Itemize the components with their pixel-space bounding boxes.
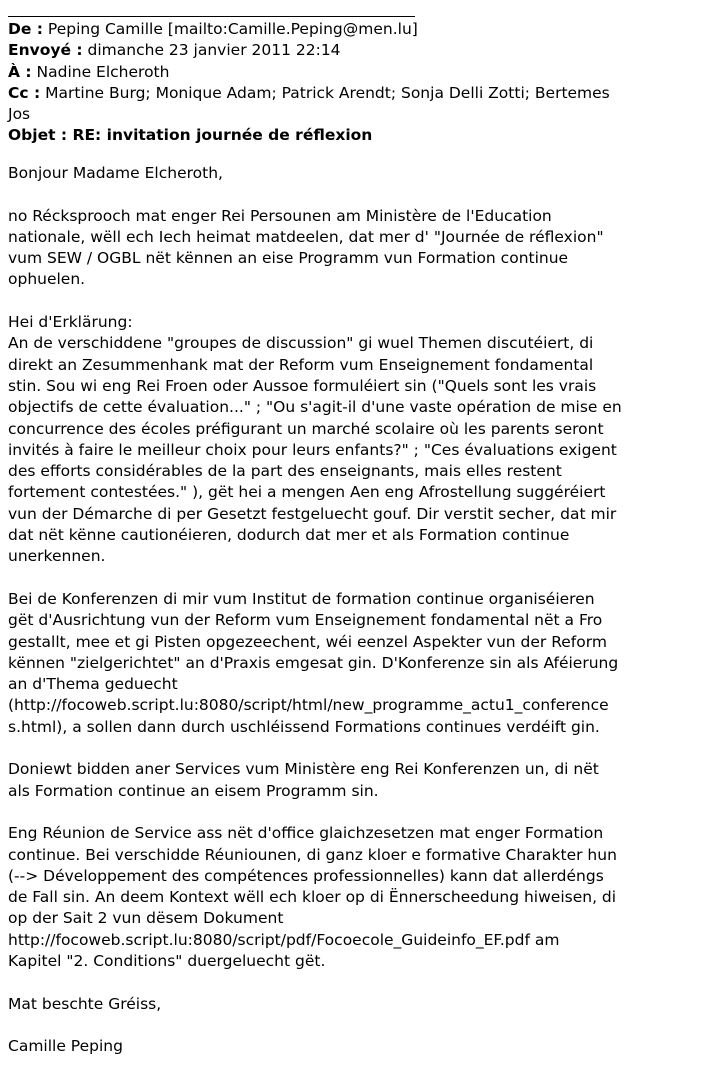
- email-header: [8, 19, 708, 147]
- paragraph-line: continue. Bei verschidde Réuniounen, di ganz kloer e formative Charakter hun: [8, 845, 617, 864]
- paragraph-line: s.html), a sollen dann durch uschléissend Formations continues verdéift gin.: [8, 717, 600, 736]
- header-to-value: Nadine Elcheroth: [36, 62, 170, 81]
- paragraph-line: op der Sait 2 vun dësem Dokument: [8, 909, 284, 928]
- closing-line: Mat beschte Gréiss,: [8, 994, 162, 1013]
- email-body: [8, 163, 698, 1079]
- paragraph-5: [8, 823, 698, 972]
- header-cc-value-line1: Martine Burg; Monique Adam; Patrick Arendt; Sonja Delli Zotti; Bertemes: [45, 83, 610, 102]
- header-sent: [8, 40, 708, 61]
- header-cc: [8, 83, 708, 104]
- paragraph-line: dat nët kënne cautionéieren, dodurch dat mer et als Formation continue: [8, 526, 570, 545]
- greeting: [8, 163, 698, 184]
- signature-name: Camille Peping: [8, 1037, 123, 1056]
- paragraph-line: gestallt, mee et gi Pisten opgezeechent, wéi eenzel Aspekter vun der Reform: [8, 632, 607, 651]
- paragraph-line: stin. Sou wi eng Rei Froen oder Aussoe formuléiert sin ("Quels sont les vrais: [8, 376, 597, 395]
- paragraph-line: An de verschiddene "groupes de discussion" gi wuel Themen discutéiert, di: [8, 334, 594, 353]
- paragraph-line: vum SEW / OGBL nët kënnen an eise Programm vun Formation continue: [8, 249, 569, 268]
- paragraph-line: concurrence des écoles préfigurant un marché scolaire où les parents seront: [8, 419, 604, 438]
- paragraph-line: invités à faire le meilleur choix pour leurs enfants?" ; "Ces évaluations exigent: [8, 440, 617, 459]
- header-subject-value: RE: invitation journée de réflexion: [72, 126, 373, 145]
- paragraph-line: ophuelen.: [8, 270, 86, 289]
- paragraph-line: Doniewt bidden aner Services vum Ministère eng Rei Konferenzen un, di nët: [8, 760, 599, 779]
- header-from: [8, 19, 708, 40]
- guide-pdf-url-line: http://focoweb.script.lu:8080/script/pdf/Focoecole_Guideinfo_EF.pdf am: [8, 930, 560, 949]
- paragraph-line: unerkennen.: [8, 547, 106, 566]
- paragraph-line: an d'Thema geduecht: [8, 675, 178, 694]
- paragraph-line: objectifs de cette évaluation..." ; "Ou s'agit-il d'une vaste opération de mise en: [8, 398, 622, 417]
- header-sent-value: dimanche 23 janvier 2011 22:14: [87, 41, 341, 60]
- header-to-label: À :: [8, 62, 32, 81]
- paragraph-line: gët d'Ausrichtung vun der Reform vum Enseignement fondamental nët a Fro: [8, 611, 603, 630]
- header-separator-rule: [8, 16, 415, 17]
- paragraph-line: Hei d'Erklärung:: [8, 313, 133, 332]
- paragraph-line: Bei de Konferenzen di mir vum Institut de formation continue organiséieren: [8, 589, 595, 608]
- paragraph-line: kënnen "zielgerichtet" an d'Praxis emgesat gin. D'Konferenze sin als Aféierung: [8, 653, 619, 672]
- header-cc-value-line2: Jos: [8, 105, 31, 124]
- paragraph-line: Eng Réunion de Service ass nët d'office glaichzesetzen mat enger Formation: [8, 824, 604, 843]
- closing: [8, 994, 698, 1015]
- header-subject: [8, 125, 708, 146]
- greeting-line: Bonjour Madame Elcheroth,: [8, 164, 223, 182]
- paragraph-line: no Récksprooch mat enger Rei Persounen am Ministère de l'Education: [8, 206, 552, 225]
- signature: [8, 1036, 698, 1057]
- header-cc-label: Cc :: [8, 83, 41, 102]
- paragraph-3: [8, 589, 698, 738]
- paragraph-line: als Formation continue an eisem Programm sin.: [8, 781, 379, 800]
- paragraph-line: fortement contestées." ), gët hei a mengen Aen eng Afrostellung suggéréiert: [8, 483, 606, 502]
- paragraph-line: direkt an Zesummenhank mat der Reform vum Enseignement fondamental: [8, 355, 594, 374]
- paragraph-4: [8, 759, 698, 802]
- paragraph-line: de Fall sin. An deem Kontext wëll ech kloer op di Ënnerscheedung hiweisen, di: [8, 888, 617, 907]
- conference-url-line: (http://focoweb.script.lu:8080/script/html/new_programme_actu1_conference: [8, 696, 609, 715]
- header-from-label: De :: [8, 20, 43, 38]
- paragraph-1: [8, 206, 698, 291]
- header-subject-label: Objet :: [8, 126, 68, 145]
- header-sent-label: Envoyé :: [8, 41, 83, 60]
- paragraph-line: vun der Démarche di per Gesetzt festgeluecht gouf. Dir verstit secher, dat mir: [8, 504, 617, 523]
- header-from-value: Peping Camille [mailto:Camille.Peping@men.lu]: [47, 20, 418, 38]
- paragraph-line: (--> Développement des compétences professionnelles) kann dat allerdéngs: [8, 866, 604, 885]
- paragraph-2: [8, 312, 698, 568]
- paragraph-line: des efforts considérables de la part des enseignants, mais elles restent: [8, 462, 562, 481]
- header-to: [8, 62, 708, 83]
- paragraph-line: nationale, wëll ech Iech heimat matdeelen, dat mer d' "Journée de réflexion": [8, 227, 604, 246]
- header-cc-continuation: [8, 104, 708, 125]
- paragraph-line: Kapitel "2. Conditions" duergeluecht gët.: [8, 951, 326, 970]
